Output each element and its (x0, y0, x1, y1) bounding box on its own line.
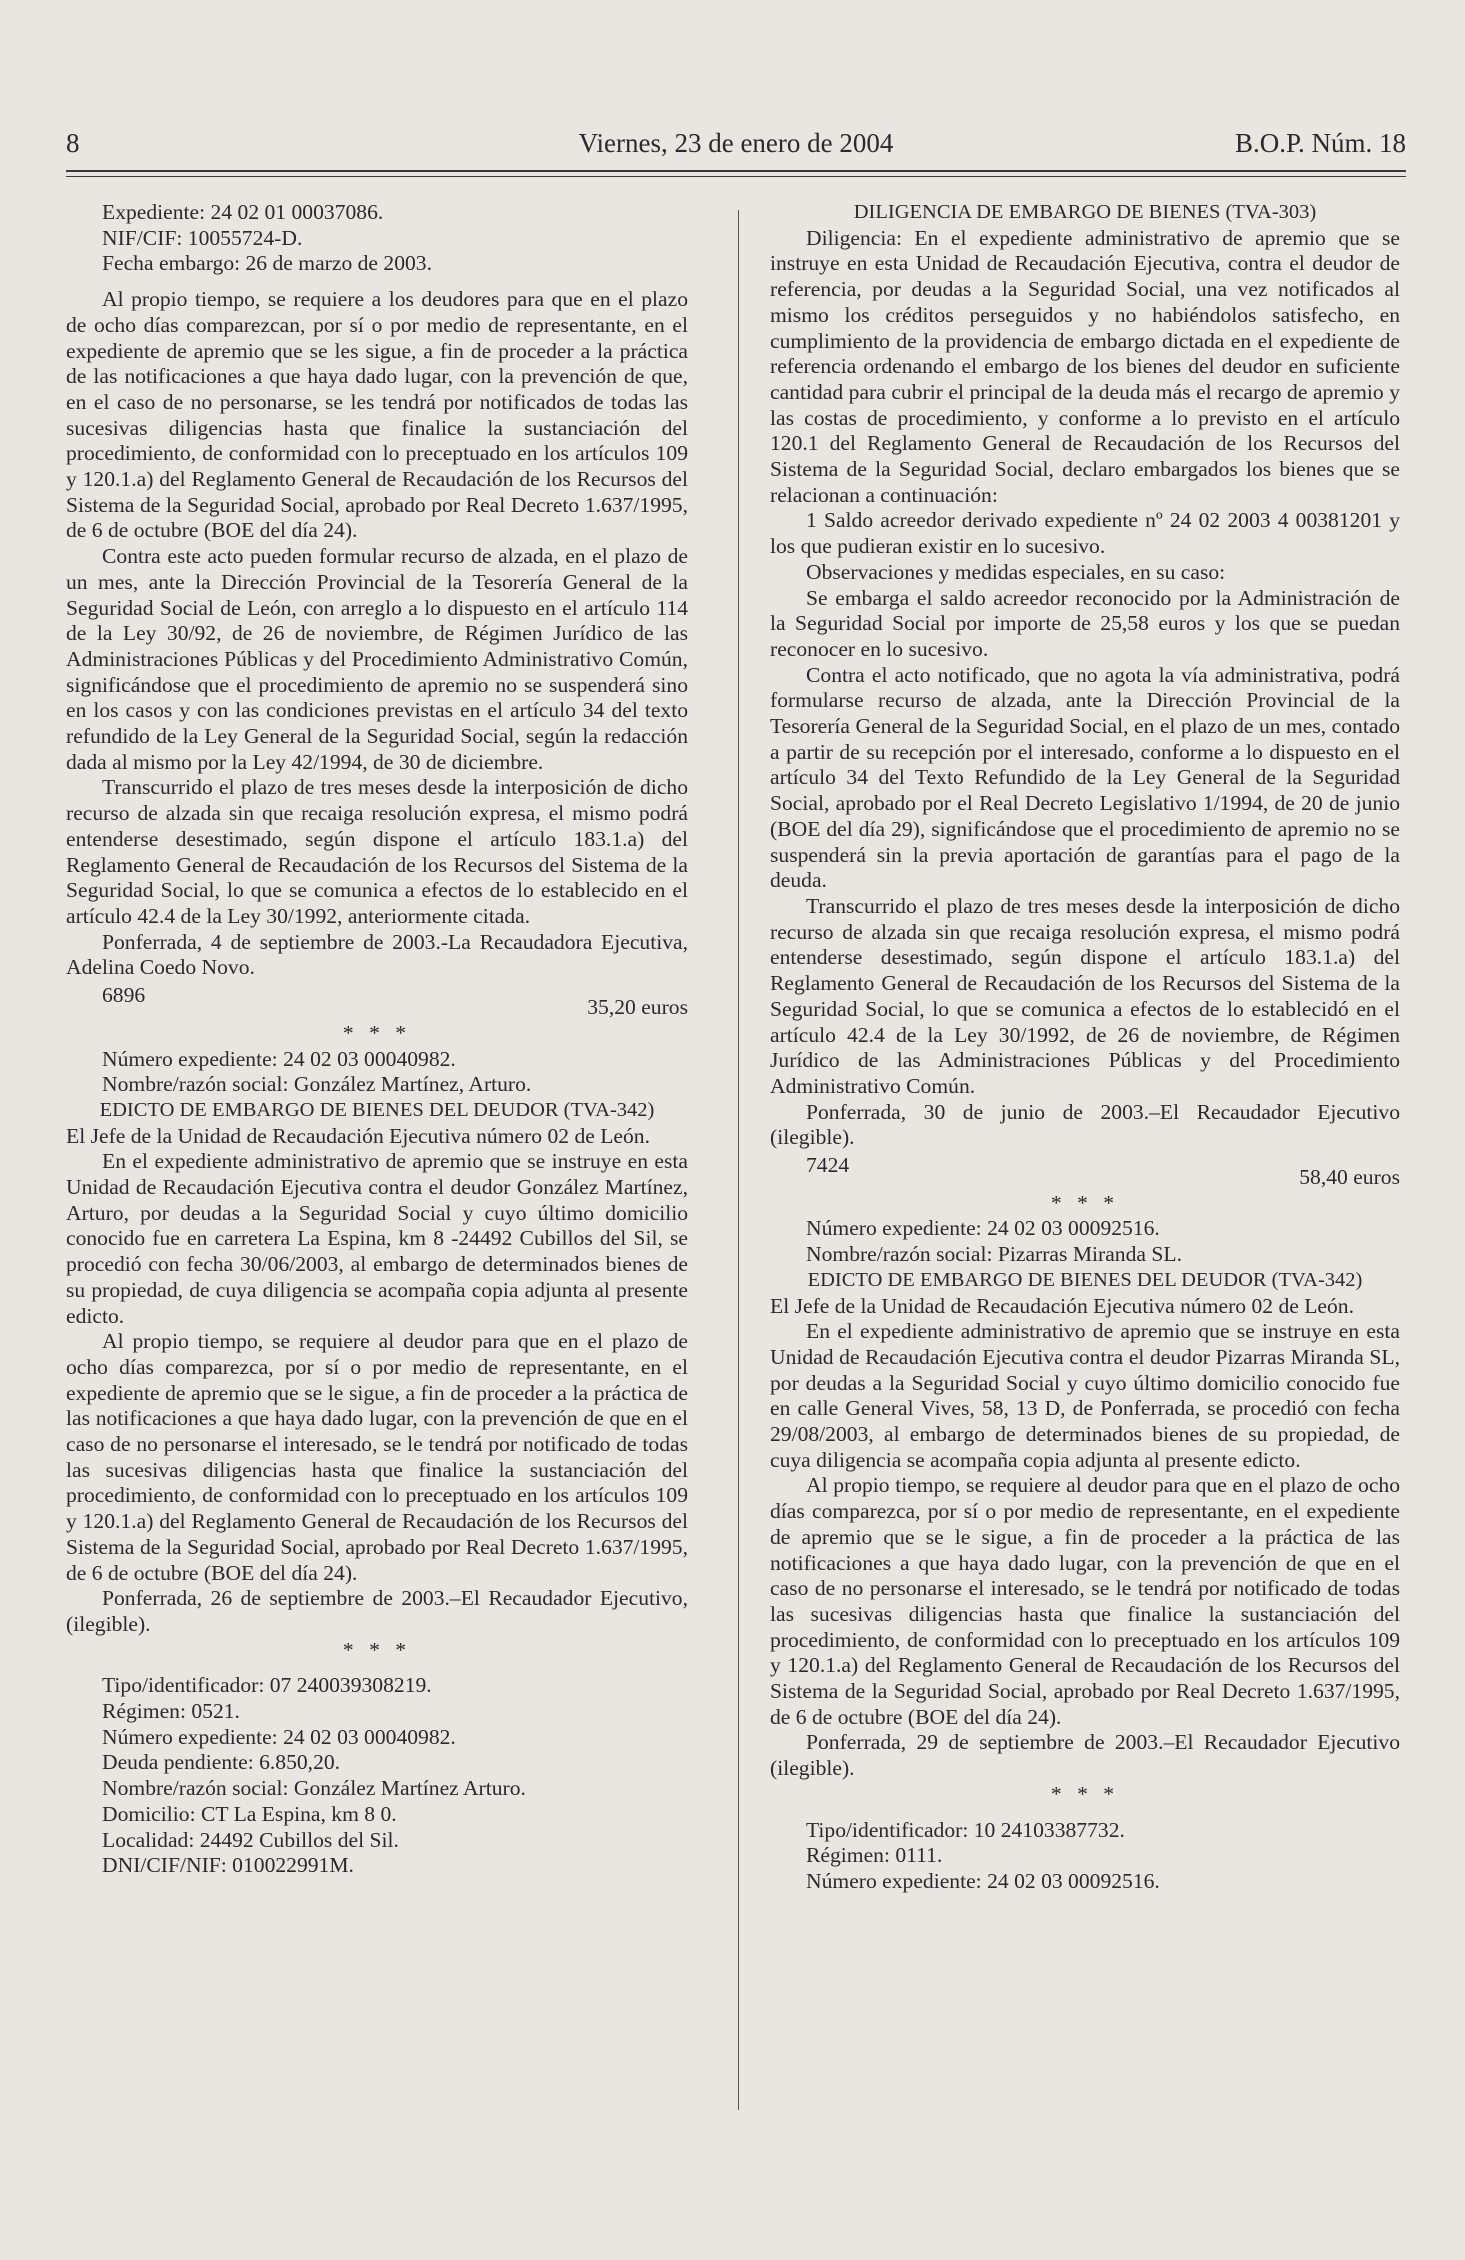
paragraph: Al propio tiempo, se requiere al deudor para que en el plazo de ocho días comparezca, por sí o por medio de representante, en el expediente de apremio que se le sigue, a fin de proceder a la práctica de las notificaciones a que haya dado lugar, con la prevención de que en el caso de no personarse el interesado, se le tendrá por notificado de todas las sucesivas diligencias hasta que finalice la sustanciación del procedimiento, de conformidad con lo preceptuado en los artículos 109 y 120.1.a) del Reglamento General de Recaudación de los Recursos del Sistema de la Seguridad Social, aprobado por Real Decreto 1.637/1995, de 6 de octubre (BOE del día 24). (770, 1473, 1400, 1729)
section-separator: * * * (1050, 1190, 1120, 1215)
company-name: Nombre/razón social: Pizarras Miranda SL. (806, 1242, 1182, 1267)
section-heading: EDICTO DE EMBARGO DE BIENES DEL DEUDOR (TVA-342) (807, 1268, 1363, 1291)
data-line: Domicilio: CT La Espina, km 8 0. (102, 1801, 397, 1826)
reference-number: 6896 (102, 983, 146, 1008)
paragraph: Contra este acto pueden formular recurso de alzada, en el plazo de un mes, ante la Dirección Provincial de la Tesorería General de la Seguridad Social de León, con arreglo a lo dispuesto en el artículo 114 de la Ley 30/92, de 26 de noviembre, de Régimen Jurídico de las Administraciones Públicas y del Procedimiento Administrativo Común, significándose que el procedimiento de apremio no se suspenderá sino en los casos y con las condiciones previstas en el artículo 34 del texto refundido de la Ley General de la Seguridad Social, según la redacción dada al mismo por la Ley 42/1994, de 30 de diciembre. (66, 544, 688, 774)
data-line: Localidad: 24492 Cubillos del Sil. (102, 1827, 399, 1852)
section-separator: * * * (342, 1637, 412, 1662)
paragraph: En el expediente administrativo de apremio que se instruye en esta Unidad de Recaudación Ejecutiva contra el deudor González Martínez, Arturo, por deudas a la Seguridad Social y cuyo último domicilio conocido fue en carretera La Espina, km 8 -24492 Cubillos del Sil, se procedió con fecha 30/06/2003, al embargo de determinados bienes de su propiedad, de cuya diligencia se acompaña copia adjunta al presente edicto. (66, 1149, 688, 1328)
reference-line (770, 1153, 1400, 1191)
paragraph: Contra el acto notificado, que no agota la vía administrativa, podrá formularse recurso de alzada, ante la Dirección Provincial de la Tesorería General de la Seguridad Social, en el plazo de un mes, contado a partir de su recepción por el interesado, conforme a lo dispuesto en el artículo 34 del Texto Refundido de la Ley General de la Seguridad Social, aprobado por el Real Decreto Legislativo 1/1994, de 20 de junio (BOE del día 29), significándose que el procedimiento de apremio no se suspenderá sin la previa aportación de garantías para el pago de la deuda. (770, 662, 1400, 893)
data-line: Tipo/identificador: 10 24103387732. (806, 1817, 1125, 1842)
paragraph: Diligencia: En el expediente administrativo de apremio que se instruye en esta Unidad de Recaudación Ejecutiva, contra el deudor de referencia, por deudas a la Seguridad Social, una vez notificados al mismo los créditos perseguidos y no habiéndolos satisfecho, en cumplimiento de la providencia de embargo dictada en el expediente de referencia ordenando el embargo de los bienes del deudor en suficiente cantidad para cubrir el principal de la deuda más el recargo de apremio y las costas de procedimiento, y conforme a lo previsto en el artículo 120.1 del Reglamento General de Recaudación de los Recursos del Sistema de la Seguridad Social, declaro embargados los bienes que se relacionan a continuación: (770, 225, 1400, 507)
section-separator: * * * (342, 1020, 412, 1045)
data-line: Número expediente: 24 02 03 00040982. (102, 1724, 456, 1749)
paragraph: Al propio tiempo, se requiere al deudor para que en el plazo de ocho días comparezca, por sí o por medio de representante, en el expediente de apremio que se le sigue, a fin de proceder a la práctica de las notificaciones a que haya dado lugar, con la prevención de que en el caso de no personarse el interesado, se le tendrá por notificado de todas las sucesivas diligencias hasta que finalice la sustanciación del procedimiento, de conformidad con lo preceptuado en los artículos 109 y 120.1.a) del Reglamento General de Recaudación de los Recursos del Sistema de la Seguridad Social, aprobado por Real Decreto 1.637/1995, de 6 de octubre (BOE del día 24). (66, 1329, 688, 1585)
fee-amount: 35,20 euros (587, 995, 688, 1020)
paragraph: Al propio tiempo, se requiere a los deudores para que en el plazo de ocho días comparezcan, por sí o por medio de representante, en el expediente de apremio que se les sigue, a fin de proceder a la práctica de las notificaciones a que haya dado lugar, con la prevención de que, en el caso de no personarse, se les tendrá por notificados de todas las sucesivas diligencias hasta que finalice la sustanciación del procedimiento, de conformidad con lo preceptuado en los artículos 109 y 120.1.a) del Reglamento General de Recaudación de los Recursos del Sistema de la Seguridad Social, aprobado por Real Decreto 1.637/1995, de 6 de octubre (BOE del día 24). (66, 287, 688, 543)
company-name: Nombre/razón social: González Martínez, Arturo. (102, 1072, 532, 1097)
paragraph: Se embarga el saldo acreedor reconocido por la Administración de la Seguridad Social por importe de 25,58 euros y los que se puedan reconocer en lo sucesivo. (770, 585, 1400, 661)
page-header (66, 128, 1406, 168)
data-line: Deuda pendiente: 6.850,20. (102, 1750, 341, 1775)
paragraph: Observaciones y medidas especiales, en su caso: (806, 559, 1226, 584)
paragraph: Transcurrido el plazo de tres meses desde la interposición de dicho recurso de alzada sin que recaiga resolución expresa, el mismo podrá entenderse desestimado, según dispone el artículo 183.1.a) del Reglamento General de Recaudación de los Recursos del Sistema de la Seguridad Social, lo que se comunica a efectos de lo establecido en el artículo 42.4 de la Ley 30/1992, anteriormente citada. (66, 775, 688, 928)
section-heading: DILIGENCIA DE EMBARGO DE BIENES (TVA-303) (853, 201, 1317, 223)
signature-paragraph: Ponferrada, 26 de septiembre de 2003.–El Recaudador Ejecutivo, (ilegible). (66, 1586, 688, 1636)
file-number: Número expediente: 24 02 03 00040982. (102, 1046, 456, 1071)
data-line: Nombre/razón social: González Martínez Arturo. (102, 1776, 526, 1801)
left-column (66, 200, 688, 1879)
authority-line: El Jefe de la Unidad de Recaudación Ejecutiva número 02 de León. (66, 1123, 651, 1148)
publication-number: B.O.P. Núm. 18 (1234, 128, 1406, 158)
issue-date: Viernes, 23 de enero de 2004 (578, 128, 894, 158)
section-separator: * * * (1050, 1781, 1120, 1806)
exp-line: Expediente: 24 02 01 00037086. (102, 200, 384, 224)
signature-paragraph: Ponferrada, 4 de septiembre de 2003.-La Recaudadora Ejecutiva, Adelina Coedo Novo. (66, 929, 688, 980)
signature-paragraph: Ponferrada, 30 de junio de 2003.–El Recaudador Ejecutivo (ilegible). (770, 1099, 1400, 1150)
paragraph: Transcurrido el plazo de tres meses desde la interposición de dicho recurso de alzada sin que recaiga resolución expresa, el mismo podrá entenderse desestimado, según dispone el artículo 183.1.a) del Reglamento General de Recaudación de los Recursos del Sistema de la Seguridad Social, lo que se comunica a efectos de lo establecidó en el artículo 42.4 de la Ley 30/1992, de 26 de noviembre, de Régimen Jurídico de las Administraciones Públicas y del Procedimiento Administrativo Común. (770, 893, 1400, 1098)
reference-number: 7424 (806, 1153, 850, 1178)
header-rule (66, 170, 1406, 172)
section-heading: EDICTO DE EMBARGO DE BIENES DEL DEUDOR (TVA-342) (99, 1098, 655, 1121)
signature-paragraph: Ponferrada, 29 de septiembre de 2003.–El Recaudador Ejecutivo (ilegible). (770, 1730, 1400, 1781)
page-number: 8 (66, 128, 80, 158)
data-line: Tipo/identificador: 07 240039308219. (102, 1673, 432, 1698)
paragraph: En el expediente administrativo de apremio que se instruye en esta Unidad de Recaudación Ejecutiva contra el deudor Pizarras Miranda SL, por deudas a la Seguridad Social y cuyo último domicilio conocido fue en calle General Vives, 58, 13 D, de Ponferrada, se procedió con fecha 29/08/2003, al embargo de determinados bienes de su propiedad, de cuya diligencia se acompaña copia adjunta al presente edicto. (770, 1319, 1400, 1472)
column-divider (738, 210, 739, 2110)
file-number: Número expediente: 24 02 03 00092516. (806, 1216, 1160, 1241)
authority-line: El Jefe de la Unidad de Recaudación Ejecutiva número 02 de León. (770, 1293, 1355, 1318)
data-line: DNI/CIF/NIF: 010022991M. (102, 1853, 354, 1878)
paragraph: 1 Saldo acreedor derivado expediente nº 24 02 2003 4 00381201 y los que pudieran existir en lo sucesivo. (770, 508, 1400, 559)
fee-amount: 58,40 euros (1299, 1165, 1400, 1190)
exp-line: Fecha embargo: 26 de marzo de 2003. (102, 251, 433, 276)
header-rule-thin (66, 176, 1406, 177)
data-line: Régimen: 0521. (102, 1699, 240, 1724)
reference-line (66, 983, 688, 1021)
exp-line: NIF/CIF: 10055724-D. (102, 225, 303, 250)
right-column (770, 200, 1400, 1895)
data-line: Número expediente: 24 02 03 00092516. (806, 1869, 1160, 1893)
data-line: Régimen: 0111. (806, 1843, 943, 1868)
